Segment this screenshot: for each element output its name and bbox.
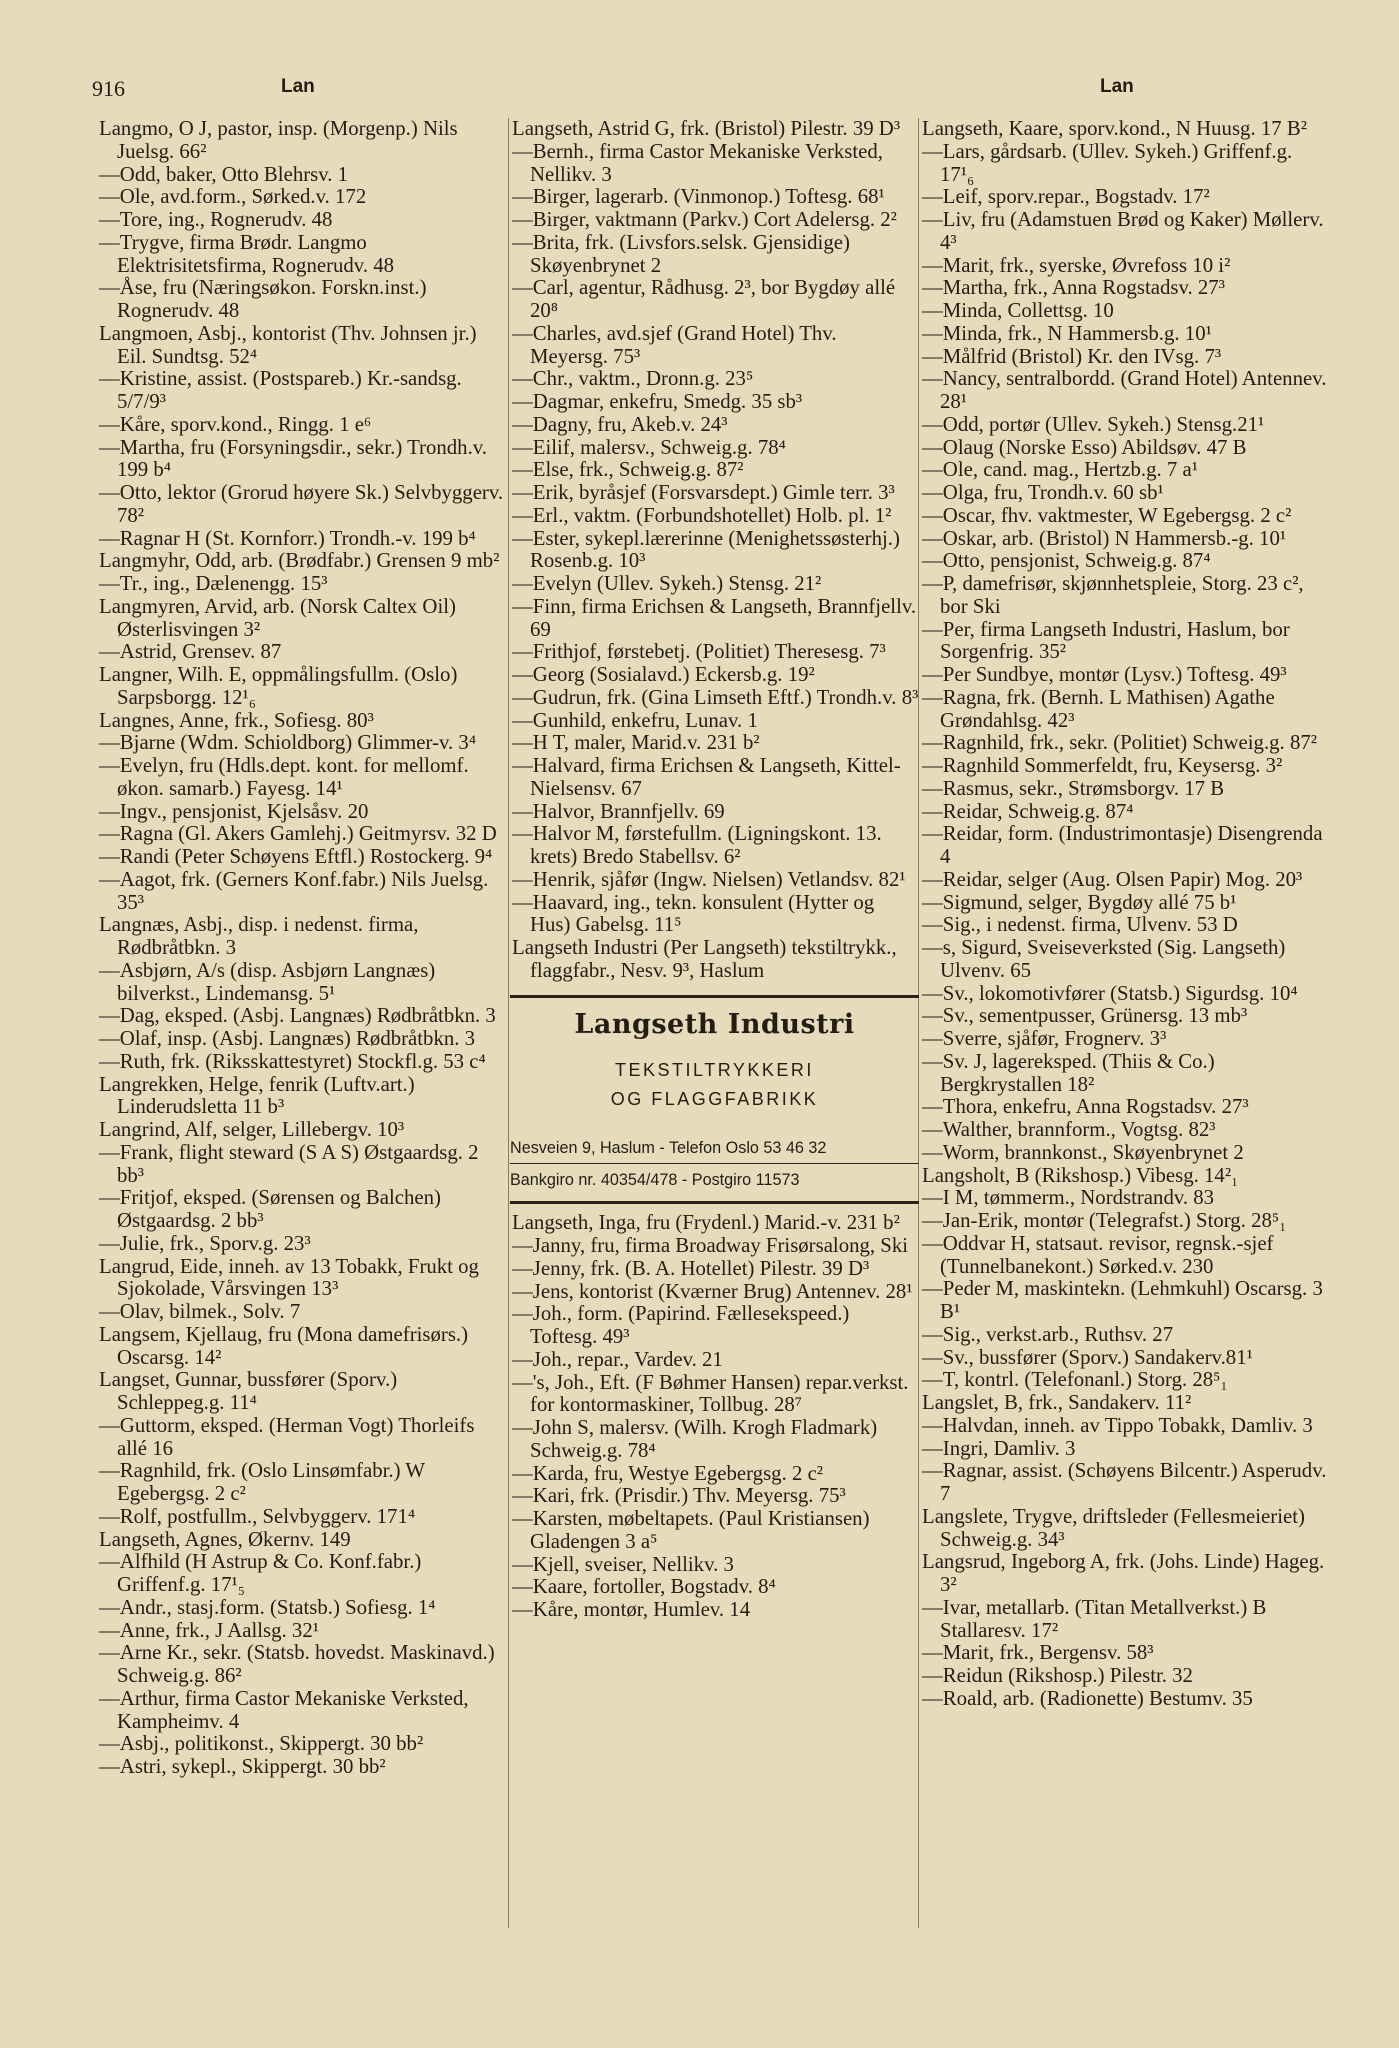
directory-entry: —Asbj., politikonst., Skippergt. 30 bb² xyxy=(99,1732,424,1756)
directory-entry: —Olav, bilmek., Solv. 7 xyxy=(99,1300,301,1323)
directory-entry: —Halvor, Brannfjellv. 69 xyxy=(512,799,725,823)
directory-entry: —I M, tømmerm., Nordstrandv. 83 xyxy=(922,1186,1215,1210)
directory-entry: —Erl., vaktm. (Forbundshotellet) Holb. pl. 1² xyxy=(512,503,892,527)
directory-entry: —Sv., bussfører (Sporv.) Sandakerv.81¹ xyxy=(922,1345,1253,1369)
directory-entry: —Guttorm, eksped. (Herman Vogt) Thorleifs allé 16 xyxy=(99,1413,475,1460)
directory-entry: —Otto, lektor (Grorud høyere Sk.) Selvbyggerv. 78² xyxy=(99,481,504,527)
directory-entry: —Karda, fru, Westye Egebergsg. 2 c² xyxy=(512,1461,824,1485)
directory-entry: Langseth, Agnes, Økernv. 149 xyxy=(99,1527,351,1551)
directory-entry: —Reidar, form. (Industrimontasje) Disengrenda 4 xyxy=(922,822,1323,868)
directory-entry: —Ragna, frk. (Bernh. L Mathisen) Agathe Grøndahlsg. 42³ xyxy=(922,685,1275,732)
directory-entry: —Henrik, sjåfør (Ingw. Nielsen) Vetlandsv. 82¹ xyxy=(512,867,906,891)
directory-entry: —Tore, ing., Rognerudv. 48 xyxy=(99,208,333,231)
ad-bank-details: Bankgiro nr. 40354/478 - Postgiro 11573 xyxy=(510,1163,919,1195)
directory-entry: —Fritjof, eksped. (Sørensen og Balchen) Østgaardsg. 2 bb³ xyxy=(99,1186,441,1232)
directory-entry: —Chr., vaktm., Dronn.g. 23⁵ xyxy=(512,367,754,391)
column-divider xyxy=(508,118,509,1928)
directory-entry: —H T, maler, Marid.v. 231 b² xyxy=(512,731,760,755)
directory-entry: Langrekken, Helge, fenrik (Luftv.art.) Linderudsletta 11 b³ xyxy=(99,1072,415,1119)
directory-entry: —Ole, cand. mag., Hertzb.g. 7 a¹ xyxy=(922,458,1198,482)
directory-entry: —Jenny, frk. (B. A. Hotellet) Pilestr. 39 D³ xyxy=(512,1256,870,1280)
directory-entry: —Åse, fru (Næringsøkon. Forskn.inst.) Rognerudv. 48 xyxy=(99,276,427,322)
directory-entry: —Kjell, sveiser, Nellikv. 3 xyxy=(512,1552,734,1576)
directory-entry: —Jens, kontorist (Kværner Brug) Antennev. 28¹ xyxy=(512,1279,913,1303)
directory-entry: —Sig., i nedenst. firma, Ulvenv. 53 D xyxy=(922,913,1238,937)
directory-entry: —Bjarne (Wdm. Schioldborg) Glimmer-v. 3⁴ xyxy=(99,731,477,755)
directory-entry: —Ragnhild Sommerfeldt, fru, Keysersg. 3² xyxy=(922,754,1283,777)
advertisement-box xyxy=(510,995,919,1205)
directory-entry: Langsrud, Ingeborg A, frk. (Johs. Linde) Hageg. 3² xyxy=(922,1550,1325,1596)
directory-entry: Langseth, Inga, fru (Frydenl.) Marid.-v. 231 b² xyxy=(512,1211,900,1235)
directory-entry: —Gudrun, frk. (Gina Limseth Eftf.) Trondh.v. 8³ xyxy=(512,685,919,709)
directory-entry: Langnes, Anne, frk., Sofiesg. 80³ xyxy=(99,708,374,732)
directory-entry: —Georg (Sosialavd.) Eckersb.g. 19² xyxy=(512,663,815,686)
directory-entry: —s, Sigurd, Sveiseverksted (Sig. Langseth) Ulvenv. 65 xyxy=(922,936,1286,982)
directory-entry: —Nancy, sentralbordd. (Grand Hotel) Antennev. 28¹ xyxy=(922,367,1327,413)
column-3 xyxy=(922,118,1329,1711)
directory-entry: —Sv., sementpusser, Grünersg. 13 mb³ xyxy=(922,1004,1248,1028)
directory-entry: —T, kontrl. (Telefonanl.) Storg. 28⁵₁ xyxy=(922,1368,1228,1392)
directory-entry: —Alfhild (H Astrup & Co. Konf.fabr.) Griffenf.g. 17¹₅ xyxy=(99,1550,422,1596)
directory-entry: —Halvdan, inneh. av Tippo Tobakk, Damliv. 3 xyxy=(922,1413,1313,1437)
directory-entry: —'s, Joh., Eft. (F Bøhmer Hansen) repar.verkst. for kontormaskiner, Tollbug. 28⁷ xyxy=(512,1370,909,1417)
directory-entry: —Sig., verkst.arb., Ruthsv. 27 xyxy=(922,1322,1174,1346)
directory-entry: Langseth Industri (Per Langseth) tekstiltrykk., flaggfabr., Nesv. 9³, Haslum xyxy=(512,936,897,982)
directory-entry: —Astrid, Grensev. 87 xyxy=(99,640,282,664)
directory-entry: —Halvor M, førstefullm. (Ligningskont. 13. krets) Bredo Stabellsv. 6² xyxy=(512,822,882,868)
directory-entry: Langnæs, Asbj., disp. i nedenst. firma, Rødbråtbkn. 3 xyxy=(99,913,419,959)
directory-entry: —Ruth, frk. (Riksskattestyret) Stockfl.g. 53 c⁴ xyxy=(99,1049,486,1073)
directory-entry: —Martha, fru (Forsyningsdir., sekr.) Trondh.v. 199 b⁴ xyxy=(99,435,488,482)
directory-entry: —Dag, eksped. (Asbj. Langnæs) Rødbråtbkn. 3 xyxy=(99,1004,496,1028)
directory-entry: —Anne, frk., J Aallsg. 32¹ xyxy=(99,1618,319,1642)
column-2 xyxy=(512,118,919,1622)
directory-entry: —Ivar, metallarb. (Titan Metallverkst.) B Stallaresv. 17² xyxy=(922,1595,1267,1642)
directory-entry: —Roald, arb. (Radionette) Bestumv. 35 xyxy=(922,1686,1253,1710)
directory-entry: —Else, frk., Schweig.g. 87² xyxy=(512,458,744,482)
directory-entry: —Gunhild, enkefru, Lunav. 1 xyxy=(512,708,758,732)
directory-entry: —Kristine, assist. (Postspareb.) Kr.-sandsg. 5/7/9³ xyxy=(99,367,462,413)
directory-entry: —Otto, pensjonist, Schweig.g. 87⁴ xyxy=(922,549,1211,573)
directory-entry: Langseth, Astrid G, frk. (Bristol) Pilestr. 39 D³ xyxy=(512,117,901,140)
directory-entry: —Arne Kr., sekr. (Statsb. hovedst. Maskinavd.) Schweig.g. 86² xyxy=(99,1641,495,1687)
directory-entry: —Frank, flight steward (S A S) Østgaardsg. 2 bb³ xyxy=(99,1140,479,1187)
directory-entry: —Olga, fru, Trondh.v. 60 sb¹ xyxy=(922,481,1164,504)
directory-entry: —Aagot, frk. (Gerners Konf.fabr.) Nils Juelsg. 35³ xyxy=(99,867,489,914)
directory-entry: Langmyhr, Odd, arb. (Brødfabr.) Grensen 9 mb² xyxy=(99,549,500,573)
directory-entry: Langsholt, B (Rikshosp.) Vibesg. 14²₁ xyxy=(922,1163,1239,1187)
ad-subtitle-line-2: OG FLAGGFABRIKK xyxy=(610,1089,819,1110)
directory-entry: —Minda, frk., N Hammersb.g. 10¹ xyxy=(922,321,1212,345)
directory-entry: —Evelyn (Ullev. Sykeh.) Stensg. 21² xyxy=(512,572,822,595)
directory-entry: —Ester, sykepl.lærerinne (Menighetssøsterhj.) Rosenb.g. 10³ xyxy=(512,526,900,573)
column-1 xyxy=(99,118,506,1779)
directory-entry: —Sigmund, selger, Bygdøy allé 75 b¹ xyxy=(922,890,1237,914)
directory-entry: —Reidar, Schweig.g. 87⁴ xyxy=(922,799,1134,823)
running-head-left: Lan xyxy=(281,76,315,97)
directory-entry: —Lars, gårdsarb. (Ullev. Sykeh.) Griffenf.g. 17¹₆ xyxy=(922,139,1293,186)
directory-entry: —Julie, frk., Sporv.g. 23³ xyxy=(99,1231,311,1255)
directory-entry: —Ragnar, assist. (Schøyens Bilcentr.) Asperudv. 7 xyxy=(922,1459,1327,1505)
directory-entry: —Walther, brannform., Vogtsg. 82³ xyxy=(922,1118,1216,1141)
directory-entry: —Joh., repar., Vardev. 21 xyxy=(512,1347,723,1371)
directory-entry: —Liv, fru (Adamstuen Brød og Kaker) Møllerv. 4³ xyxy=(922,208,1324,254)
directory-entry: —P, damefrisør, skjønnhetspleie, Storg. 23 c², bor Ski xyxy=(922,572,1304,618)
directory-entry: —Odd, baker, Otto Blehrsv. 1 xyxy=(99,162,349,186)
directory-entry: —Marit, frk., Bergensv. 58³ xyxy=(922,1641,1154,1665)
directory-entry: —Jan-Erik, montør (Telegrafst.) Storg. 28⁵₁ xyxy=(922,1209,1287,1232)
directory-entry: —Trygve, firma Brødr. Langmo Elektrisitetsfirma, Rognerudv. 48 xyxy=(99,230,395,277)
directory-entry: Langset, Gunnar, bussfører (Sporv.) Schleppeg.g. 11⁴ xyxy=(99,1368,398,1414)
directory-entry: Langrud, Eide, inneh. av 13 Tobakk, Frukt og Sjokolade, Vårsvingen 13³ xyxy=(99,1254,479,1301)
directory-entry: —Birger, lagerarb. (Vinmonop.) Toftesg. 68¹ xyxy=(512,185,885,209)
directory-entry: —Oskar, arb. (Bristol) N Hammersb.-g. 10¹ xyxy=(922,526,1287,550)
entry-list xyxy=(99,118,506,1779)
directory-entry: Langrind, Alf, selger, Lillebergv. 10³ xyxy=(99,1118,405,1141)
ad-subtitle-line-1: TEKSTILTRYKKERI xyxy=(615,1060,814,1081)
directory-entry: —Rolf, postfullm., Selvbyggerv. 171⁴ xyxy=(99,1504,416,1528)
entry-list xyxy=(512,1212,919,1622)
directory-entry: —Ole, avd.form., Sørked.v. 172 xyxy=(99,185,367,209)
directory-entry: Langmo, O J, pastor, insp. (Morgenp.) Nils Juelsg. 66² xyxy=(99,117,458,163)
directory-entry: Langslet, B, frk., Sandakerv. 11² xyxy=(922,1391,1192,1414)
directory-entry: —Randi (Peter Schøyens Eftfl.) Rostockerg. 9⁴ xyxy=(99,845,493,868)
directory-entry: Langner, Wilh. E, oppmålingsfullm. (Oslo) Sarpsborgg. 12¹₆ xyxy=(99,663,458,709)
directory-entry: —Birger, vaktmann (Parkv.) Cort Adelersg. 2² xyxy=(512,208,897,231)
directory-entry: —Haavard, ing., tekn. konsulent (Hytter og Hus) Gabelsg. 11⁵ xyxy=(512,890,875,937)
directory-entry: —Worm, brannkonst., Skøyenbrynet 2 xyxy=(922,1140,1244,1164)
directory-entry: —Joh., form. (Papirind. Fællesekspeed.) Toftesg. 49³ xyxy=(512,1302,850,1348)
directory-entry: —Ragnhild, frk. (Oslo Linsømfabr.) W Egebergsg. 2 c² xyxy=(99,1459,425,1505)
directory-entry: —Kari, frk. (Prisdir.) Thv. Meyersg. 75³ xyxy=(512,1484,846,1508)
directory-entry: —Arthur, firma Castor Mekaniske Verksted, Kampheimv. 4 xyxy=(99,1686,469,1733)
directory-entry: —Reidun (Rikshosp.) Pilestr. 32 xyxy=(922,1664,1193,1687)
directory-entry: —Per Sundbye, montør (Lysv.) Toftesg. 49³ xyxy=(922,663,1287,686)
directory-entry: —Oscar, fhv. vaktmester, W Egebergsg. 2 c² xyxy=(922,503,1292,527)
ad-address: Nesveien 9, Haslum - Telefon Oslo 53 46 32 xyxy=(510,1139,827,1158)
directory-entry: —Peder M, maskintekn. (Lehmkuhl) Oscarsg. 3 B¹ xyxy=(922,1277,1323,1323)
directory-entry: Langseth, Kaare, sporv.kond., N Huusg. 17 B² xyxy=(922,117,1307,140)
directory-entry: —Ingri, Damliv. 3 xyxy=(922,1436,1076,1460)
directory-entry: —Andr., stasj.form. (Statsb.) Sofiesg. 1⁴ xyxy=(99,1595,436,1619)
directory-entry: —Odd, portør (Ullev. Sykeh.) Stensg.21¹ xyxy=(922,412,1265,436)
directory-entry: —Per, firma Langseth Industri, Haslum, bor Sorgenfrig. 35² xyxy=(922,617,1290,664)
running-head-right: Lan xyxy=(1100,76,1134,97)
directory-entry: —Kaare, fortoller, Bogstadv. 8⁴ xyxy=(512,1575,776,1599)
directory-entry: —Erik, byråsjef (Forsvarsdept.) Gimle terr. 3³ xyxy=(512,481,895,504)
directory-entry: Langmyren, Arvid, arb. (Norsk Caltex Oil) Østerlisvingen 3² xyxy=(99,594,456,641)
directory-entry: —John S, malersv. (Wilh. Krogh Fladmark) Schweig.g. 78⁴ xyxy=(512,1416,878,1462)
directory-entry: —Ingv., pensjonist, Kjelsåsv. 20 xyxy=(99,799,369,823)
directory-entry: —Kåre, montør, Humlev. 14 xyxy=(512,1598,751,1621)
directory-entry: —Karsten, møbeltapets. (Paul Kristiansen) Gladengen 3 a⁵ xyxy=(512,1507,870,1553)
directory-entry: —Tr., ing., Dælenengg. 15³ xyxy=(99,572,328,595)
entry-list xyxy=(512,118,919,983)
directory-entry: —Rasmus, sekr., Strømsborgv. 17 B xyxy=(922,776,1225,800)
directory-entry: —Målfrid (Bristol) Kr. den IVsg. 7³ xyxy=(922,344,1222,368)
page-number: 916 xyxy=(92,76,125,101)
directory-entry: —Bernh., firma Castor Mekaniske Verksted, Nellikv. 3 xyxy=(512,139,883,186)
directory-entry: —Ragna (Gl. Akers Gamlehj.) Geitmyrsv. 32 D xyxy=(99,822,497,846)
directory-entry: —Sv. J, lagereksped. (Thiis & Co.) Bergkrystallen 18² xyxy=(922,1049,1215,1096)
directory-entry: —Evelyn, fru (Hdls.dept. kont. for mellomf. økon. samarb.) Fayesg. 14¹ xyxy=(99,754,469,800)
directory-entry: Langmoen, Asbj., kontorist (Thv. Johnsen jr.) Eil. Sundtsg. 52⁴ xyxy=(99,321,477,368)
ad-title: Langseth Industri xyxy=(574,1008,855,1040)
directory-entry: —Leif, sporv.repar., Bogstadv. 17² xyxy=(922,185,1210,209)
directory-entry: —Olaf, insp. (Asbj. Langnæs) Rødbråtbkn. 3 xyxy=(99,1027,476,1050)
directory-entry: —Oddvar H, statsaut. revisor, regnsk.-sjef (Tunnelbanekont.) Sørked.v. 230 xyxy=(922,1231,1274,1278)
directory-entry: —Minda, Collettsg. 10 xyxy=(922,299,1114,322)
directory-entry: —Astri, sykepl., Skippergt. 30 bb² xyxy=(99,1755,386,1778)
directory-entry: —Sverre, sjåfør, Frognerv. 3³ xyxy=(922,1027,1167,1050)
directory-entry: —Charles, avd.sjef (Grand Hotel) Thv. Meyersg. 75³ xyxy=(512,321,837,368)
directory-entry: —Dagny, fru, Akeb.v. 24³ xyxy=(512,412,728,436)
directory-entry: —Eilif, malersv., Schweig.g. 78⁴ xyxy=(512,435,786,459)
directory-entry: —Kåre, sporv.kond., Ringg. 1 e⁶ xyxy=(99,412,372,436)
directory-entry: —Brita, frk. (Livsfors.selsk. Gjensidige) Skøyenbrynet 2 xyxy=(512,230,850,277)
directory-entry: —Asbjørn, A/s (disp. Asbjørn Langnæs) bilverkst., Lindemansg. 5¹ xyxy=(99,958,436,1005)
directory-entry: —Halvard, firma Erichsen & Langseth, Kittel-Nielsensv. 67 xyxy=(512,754,901,800)
directory-entry: —Ragnar H (St. Kornforr.) Trondh.-v. 199 b⁴ xyxy=(99,526,476,550)
directory-entry: —Finn, firma Erichsen & Langseth, Brannfjellv. 69 xyxy=(512,594,917,641)
entry-list xyxy=(922,118,1329,1711)
directory-entry: —Janny, fru, firma Broadway Frisørsalong, Ski xyxy=(512,1234,909,1257)
directory-entry: —Martha, frk., Anna Rogstadsv. 27³ xyxy=(922,276,1225,300)
directory-entry: —Thora, enkefru, Anna Rogstadsv. 27³ xyxy=(922,1095,1249,1119)
directory-entry: —Olaug (Norske Esso) Abildsøv. 47 B xyxy=(922,435,1247,459)
directory-entry: —Reidar, selger (Aug. Olsen Papir) Mog. 20³ xyxy=(922,867,1303,891)
directory-entry: Langsem, Kjellaug, fru (Mona damefrisørs.) Oscarsg. 14² xyxy=(99,1322,469,1369)
directory-entry: —Dagmar, enkefru, Smedg. 35 sb³ xyxy=(512,390,803,413)
directory-entry: —Ragnhild, frk., sekr. (Politiet) Schweig.g. 87² xyxy=(922,731,1317,755)
directory-entry: —Frithjof, førstebetj. (Politiet) Theresesg. 7³ xyxy=(512,640,886,664)
directory-entry: —Sv., lokomotivfører (Statsb.) Sigurdsg. 10⁴ xyxy=(922,981,1298,1005)
directory-entry: Langslete, Trygve, driftsleder (Fellesmeieriet) Schweig.g. 34³ xyxy=(922,1504,1305,1551)
directory-entry: —Carl, agentur, Rådhusg. 2³, bor Bygdøy allé 20⁸ xyxy=(512,276,896,322)
directory-entry: —Marit, frk., syerske, Øvrefoss 10 i² xyxy=(922,253,1231,277)
